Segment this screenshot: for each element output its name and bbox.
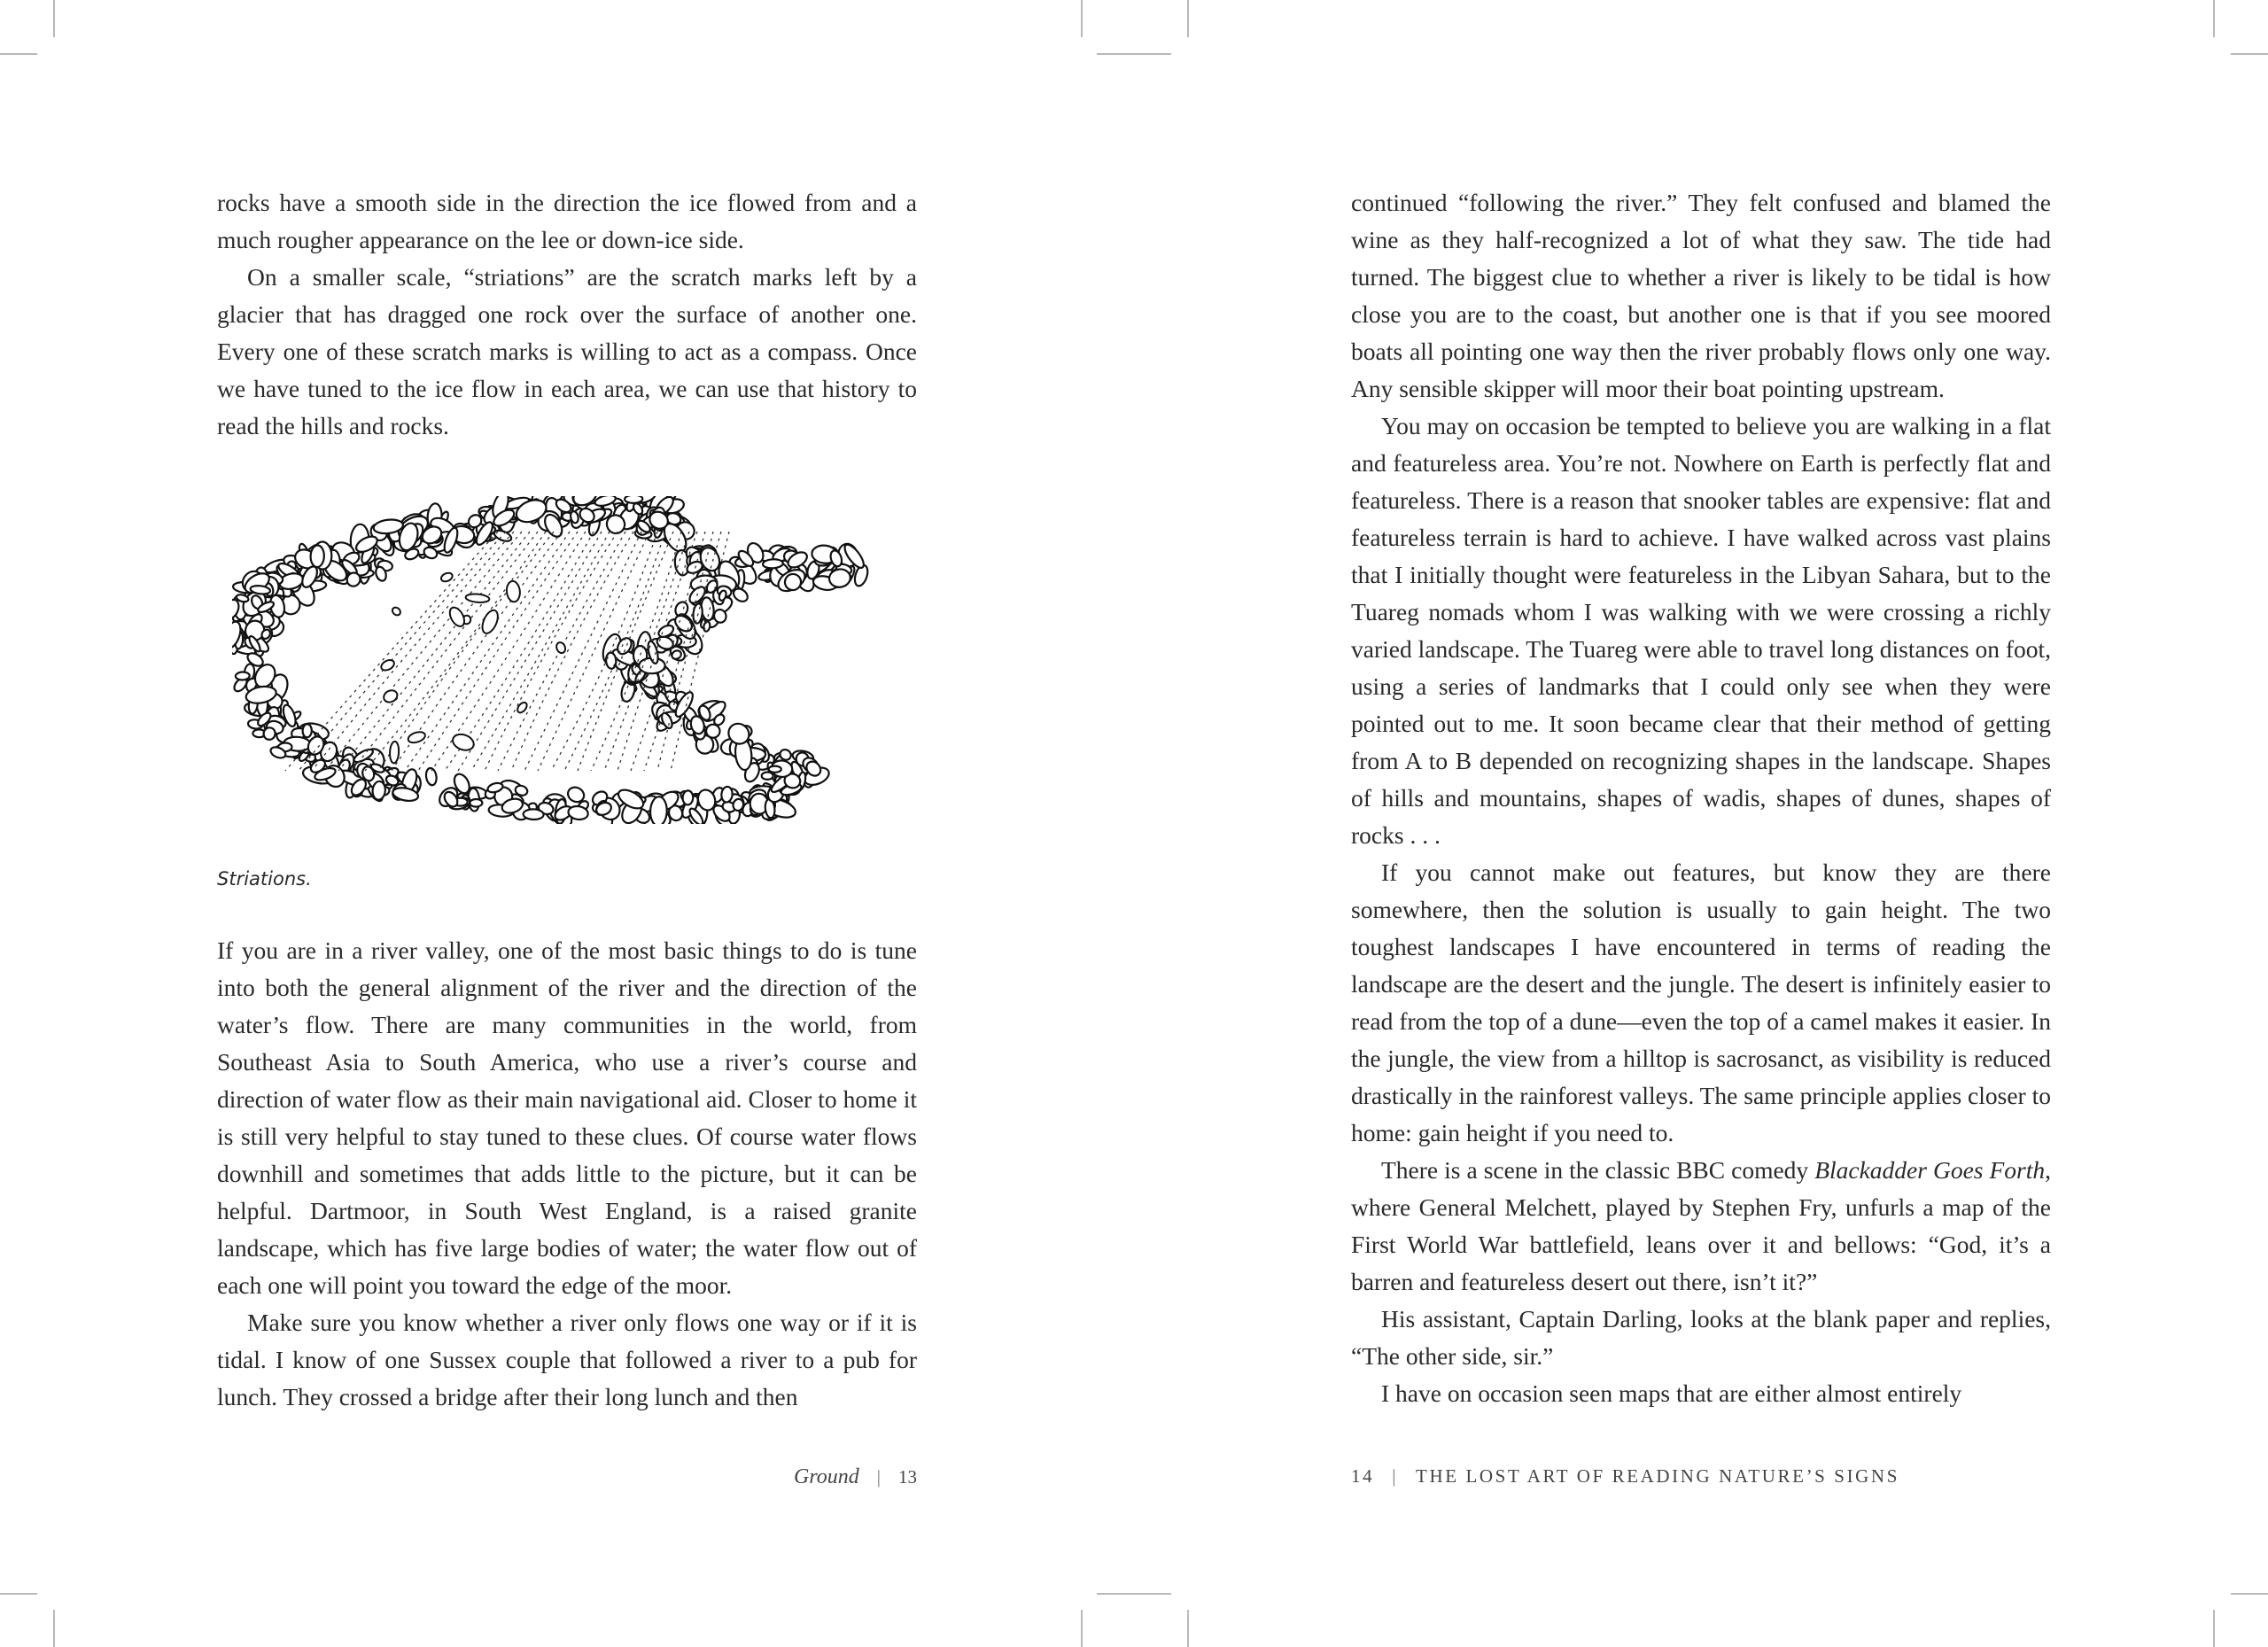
body-paragraph: continued “following the river.” They felt confused and blamed the wine as they half-recognized a lot of what they saw. The tide had turned. The biggest clue to whether a river is likely to be tidal is how close you are to the coast, but another one is that if you see moored boats all pointing one way then the river probably flows only one way. Any sensible skipper will moor their boat pointing upstream. bbox=[1351, 189, 2051, 402]
paragraph-text: , where General Melchett, played by Stephen Fry, unfurls a map of the First World War battlefield, leans over it and bellows: “God, it’s a barren and featureless desert out there, isn’t it?” bbox=[1351, 1156, 2051, 1295]
rock-stone bbox=[447, 605, 467, 629]
crop-mark bbox=[0, 1593, 37, 1595]
body-paragraph: If you are in a river valley, one of the most basic things to do is tune into both the general alignment of the river and the direction of the water’s flow. There are many communities in the world, from Southeast Asia to South America, who use a river’s course and direction of water flow as their main navigational aid. Closer to home it is still very helpful to stay tuned to these clues. Of course water flows downhill and sometimes that adds little to the picture, but it can be helpful. Dartmoor, in South West England, is a raised granite landscape, which has five large bodies of water; the water flow out of each one will point you toward the edge of the moor. bbox=[217, 936, 917, 1299]
crop-mark bbox=[1097, 1593, 1171, 1595]
running-head-section: Ground bbox=[794, 1465, 859, 1488]
rock-stone bbox=[479, 608, 501, 635]
rock-stone bbox=[389, 742, 399, 764]
crop-mark bbox=[1097, 53, 1171, 55]
crop-mark bbox=[2213, 0, 2215, 37]
crop-mark bbox=[1081, 0, 1083, 37]
striation-line bbox=[405, 532, 570, 771]
rock-stone bbox=[465, 593, 489, 603]
rock-stone bbox=[379, 658, 395, 672]
title-italic: Blackadder Goes Forth bbox=[1814, 1156, 2046, 1184]
rock-stone bbox=[302, 724, 312, 737]
left-page-footer bbox=[794, 1465, 917, 1489]
body-paragraph: Make sure you know whether a river only flows one way or if it is tidal. I know of one Sussex couple that followed a river to a pub for lunch. They crossed a bridge after their long lunch and then bbox=[217, 1309, 917, 1410]
body-paragraph: On a smaller scale, “striations” are the scratch marks left by a glacier that has dragged one rock over the surface of another one. Every one of these scratch marks is willing to act as a compass. Once we have tuned to the ice flow in each area, we can use that history to read the hills and rocks. bbox=[217, 263, 917, 439]
rock-stone bbox=[762, 773, 773, 780]
body-paragraph bbox=[1351, 1152, 2051, 1301]
crop-mark bbox=[53, 0, 55, 37]
page-number: 14 bbox=[1351, 1465, 1375, 1487]
rock-stone bbox=[625, 496, 642, 503]
rock-stone bbox=[391, 606, 402, 617]
rock-stone bbox=[721, 786, 734, 803]
rock-stone bbox=[650, 796, 668, 824]
body-paragraph: I have on occasion seen maps that are either almost entirely bbox=[1381, 1379, 1962, 1407]
crop-mark bbox=[1187, 1610, 1189, 1647]
body-paragraph: rocks have a smooth side in the direction the ice flowed from and a much rougher appearance on the lee or down-ice side. bbox=[217, 189, 917, 253]
rock-stone bbox=[506, 580, 521, 602]
crop-mark bbox=[53, 1610, 55, 1647]
running-head-book-title: THE LOST ART OF READING NATURE’S SIGNS bbox=[1416, 1465, 1899, 1487]
figure-caption: Striations. bbox=[217, 868, 312, 890]
crop-mark bbox=[2231, 1593, 2268, 1595]
rock-stone bbox=[236, 672, 250, 680]
rock-stone bbox=[451, 732, 477, 753]
left-page-top-text bbox=[217, 184, 917, 445]
crop-mark bbox=[0, 53, 37, 55]
rock-stone bbox=[769, 766, 781, 773]
rock-stone bbox=[605, 652, 616, 669]
footer-separator: | bbox=[1392, 1465, 1399, 1487]
striation-line bbox=[485, 532, 617, 771]
rock-stone bbox=[763, 559, 783, 569]
footer-separator: | bbox=[876, 1466, 881, 1488]
rock-stone bbox=[555, 641, 566, 655]
rock-stone bbox=[407, 730, 426, 744]
striation-line bbox=[458, 532, 602, 771]
crop-mark bbox=[1187, 0, 1189, 37]
left-page-bottom-text bbox=[217, 932, 917, 1416]
crop-mark bbox=[2213, 1610, 2215, 1647]
rock-stone bbox=[382, 688, 400, 704]
rock-stone bbox=[372, 781, 386, 800]
body-paragraph: His assistant, Captain Darling, looks at the blank paper and replies, “The other side, sir.” bbox=[1351, 1305, 2051, 1370]
rock-stone bbox=[523, 809, 543, 820]
rock-stone bbox=[682, 790, 693, 805]
crop-mark bbox=[1081, 1610, 1083, 1647]
right-page-footer bbox=[1351, 1465, 1899, 1488]
right-page-text bbox=[1351, 184, 2051, 1412]
striation-line bbox=[418, 532, 578, 771]
rock-stone bbox=[310, 545, 324, 567]
body-paragraph: You may on occasion be tempted to believe you are walking in a flat and featureless area. You’re not. Nowhere on Earth is perfectly flat and featureless. There is a reason that snooker tables are expensive: flat and featureless terrain is hard to achieve. I have walked across vast plains that I initially thought were featureless in the Libyan Sahara, but to the Tuareg nomads whom I was walking with we were crossing a richly varied landscape. The Tuareg were able to travel long distances on foot, using a series of landmarks that I could only see when they were pointed out to me. It soon became clear that their method of getting from A to B depended on recognizing shapes in the landscape. Shapes of hills and mountains, shapes of wadis, shapes of dunes, shapes of rocks . . . bbox=[1351, 412, 2051, 849]
body-paragraph: If you cannot make out features, but know they are there somewhere, then the solution is usually to gain height. The two toughest landscapes I have encountered in terms of reading the landscape are the desert and the jungle. The desert is infinitely easier to read from the top of a dune—even the top of a camel makes it easier. In the jungle, the view from a hilltop is sacrosanct, as visibility is reduced drastically in the rainforest valleys. The same principle applies closer to home: gain height if you need to. bbox=[1351, 858, 2051, 1146]
paragraph-text: There is a scene in the classic BBC comedy bbox=[1381, 1156, 1815, 1184]
striation-line bbox=[471, 532, 610, 771]
rock-stone bbox=[440, 571, 454, 583]
rock-stone bbox=[470, 799, 482, 807]
crop-mark bbox=[2231, 53, 2268, 55]
rock-stone bbox=[516, 701, 529, 714]
striations-illustration bbox=[232, 496, 897, 824]
page-number: 13 bbox=[898, 1466, 917, 1488]
